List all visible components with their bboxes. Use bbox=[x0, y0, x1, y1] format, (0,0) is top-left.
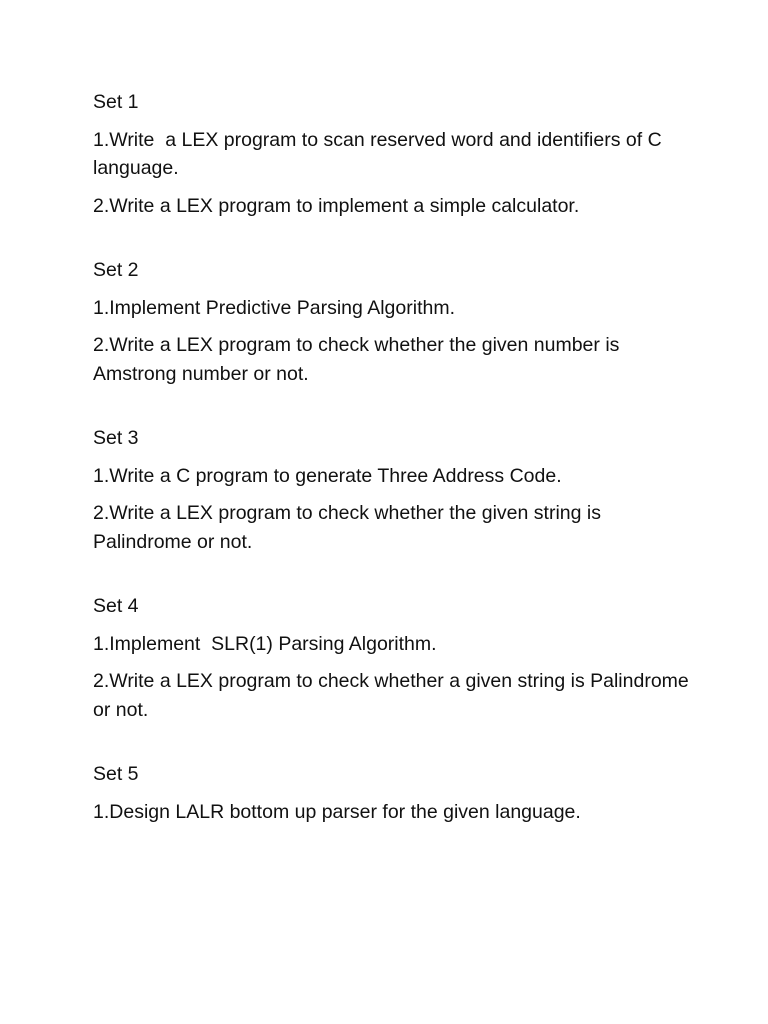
set-block-4 bbox=[93, 592, 693, 724]
set-item: 2.Write a LEX program to implement a simple calculator. bbox=[93, 194, 580, 217]
set-item: 2.Write a LEX program to check whether the given number is Amstrong number or not. bbox=[93, 334, 624, 385]
set-heading: Set 4 bbox=[93, 595, 139, 617]
set-item: 1.Write a LEX program to scan reserved word and identifiers of C language. bbox=[93, 128, 668, 179]
set-block-1 bbox=[93, 88, 693, 220]
set-block-2 bbox=[93, 256, 693, 388]
set-block-5 bbox=[93, 760, 693, 826]
set-heading: Set 3 bbox=[93, 427, 139, 449]
set-heading: Set 2 bbox=[93, 259, 139, 281]
set-heading: Set 5 bbox=[93, 763, 139, 785]
set-item: 1.Implement Predictive Parsing Algorithm. bbox=[93, 296, 455, 319]
set-block-3 bbox=[93, 424, 693, 556]
set-item: 1.Design LALR bottom up parser for the given language. bbox=[93, 800, 581, 823]
set-item: 2.Write a LEX program to check whether a given string is Palindrome or not. bbox=[93, 670, 695, 721]
document-body bbox=[93, 88, 693, 862]
set-item: 1.Implement SLR(1) Parsing Algorithm. bbox=[93, 632, 437, 655]
set-heading: Set 1 bbox=[93, 91, 139, 113]
set-item: 1.Write a C program to generate Three Address Code. bbox=[93, 464, 562, 487]
set-item: 2.Write a LEX program to check whether the given string is Palindrome or not. bbox=[93, 502, 607, 553]
